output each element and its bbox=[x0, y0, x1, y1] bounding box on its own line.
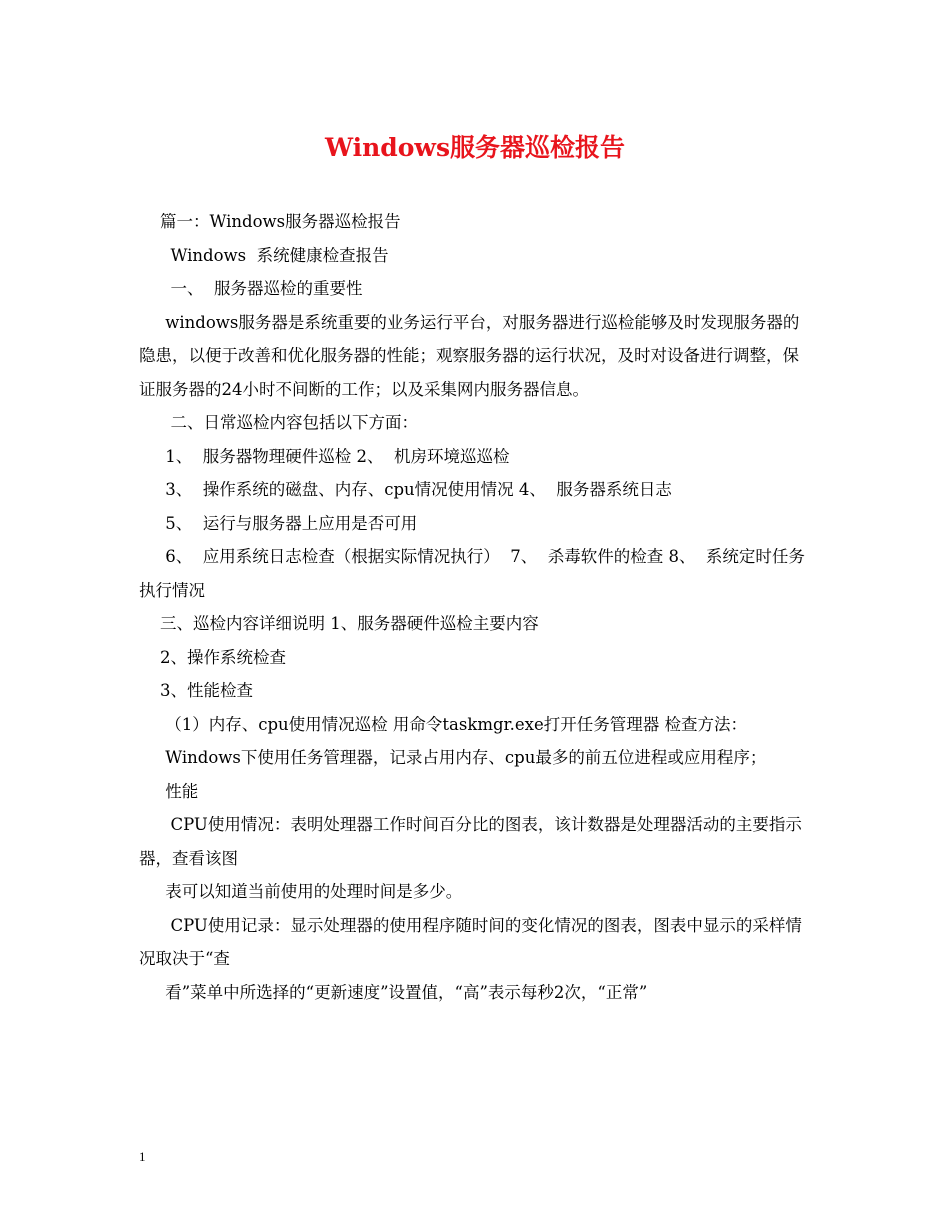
paragraph-importance: windows服务器是系统重要的业务运行平台，对服务器进行巡检能够及时发现服务器的隐患，以便于改善和优化服务器的性能；观察服务器的运行状况，及时对设备进行调整，保证服务器的24小时不间断的工作；以及采集网内服务器信息。 bbox=[139, 312, 800, 399]
paragraph-cpu-usage-cont: 表可以知道当前使用的处理时间是多少。 bbox=[139, 882, 463, 901]
list-item-6-8: 6、 应用系统日志检查（根据实际情况执行） 7、 杀毒软件的检查 8、 系统定时任务执行情况 bbox=[139, 547, 805, 600]
list-item-5: 5、 运行与服务器上应用是否可用 bbox=[139, 513, 418, 533]
paragraph-subtitle: Windows 系统健康检查报告 bbox=[139, 245, 389, 265]
paragraph-task-manager: Windows下使用任务管理器，记录占用内存、cpu最多的前五位进程或应用程序； bbox=[139, 748, 767, 767]
page-number: 1 bbox=[139, 1149, 146, 1164]
paragraph-heading-1: 篇一：Windows服务器巡检报告 bbox=[139, 212, 401, 231]
document-title: Windows服务器巡检报告 bbox=[324, 133, 626, 162]
paragraph-cpu-history-cont: 看”菜单中所选择的“更新速度”设置值，“高”表示每秒2次，“正常” bbox=[139, 982, 648, 1002]
document-body bbox=[139, 205, 814, 1009]
paragraph-cpu-history: CPU使用记录：显示处理器的使用程序随时间的变化情况的图表，图表中显示的采样情况取决于“查 bbox=[139, 915, 802, 968]
paragraph-os-check: 2、操作系统检查 bbox=[139, 647, 286, 667]
paragraph-section-3: 三、巡检内容详细说明 1、服务器硬件巡检主要内容 bbox=[139, 614, 539, 633]
paragraph-section-1: 一、 服务器巡检的重要性 bbox=[139, 279, 363, 298]
list-item-3-4: 3、 操作系统的磁盘、内存、cpu情况使用情况 4、 服务器系统日志 bbox=[139, 480, 672, 499]
paragraph-section-2: 二、日常巡检内容包括以下方面： bbox=[139, 413, 418, 432]
list-item-1-2: 1、 服务器物理硬件巡检 2、 机房环境巡巡检 bbox=[139, 446, 510, 466]
paragraph-mem-cpu: （1）内存、cpu使用情况巡检 用命令taskmgr.exe打开任务管理器 检查方法： bbox=[139, 714, 747, 734]
paragraph-performance: 性能 bbox=[139, 781, 199, 801]
paragraph-cpu-usage: CPU使用情况：表明处理器工作时间百分比的图表，该计数器是处理器活动的主要指示器，查看该图 bbox=[139, 815, 802, 868]
paragraph-perf-check: 3、性能检查 bbox=[139, 681, 253, 700]
